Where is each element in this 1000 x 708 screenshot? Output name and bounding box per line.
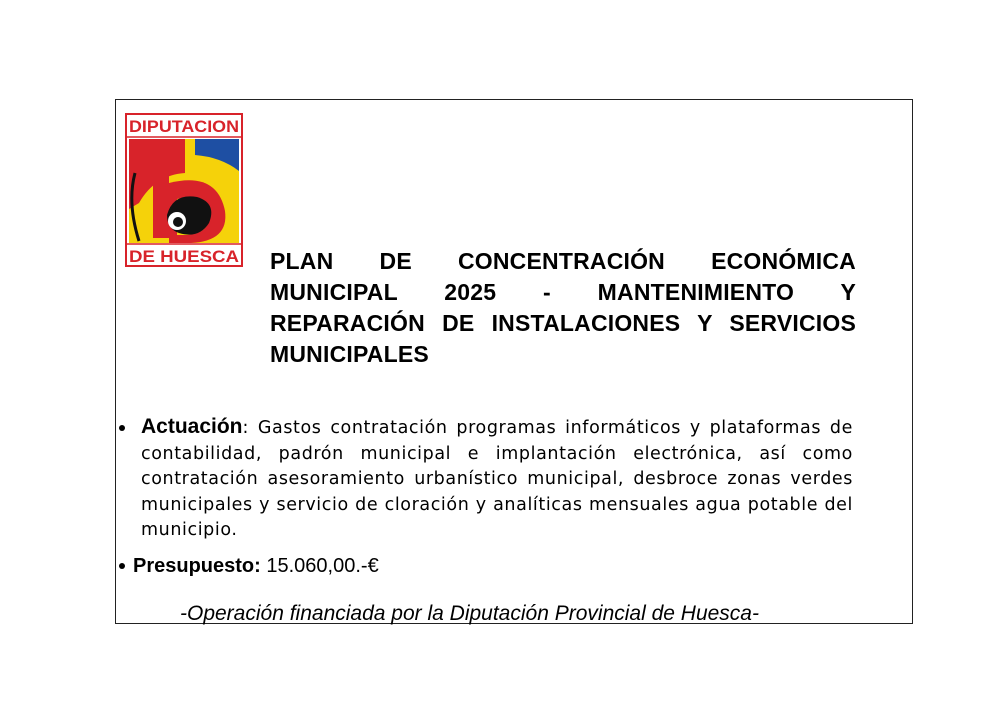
logo-emblem xyxy=(129,139,239,243)
presupuesto-value: 15.060,00.-€ xyxy=(266,555,379,577)
plan-title: PLAN DE CONCENTRACIÓN ECONÓMICA MUNICIPAL 2025 - MANTENIMIENTO Y REPARACIÓN DE INSTALACIONES Y SERVICIOS MUNICIPALES xyxy=(270,248,856,367)
presupuesto-line xyxy=(133,553,379,579)
actuacion-label: Actuación xyxy=(141,415,243,438)
actuacion-paragraph xyxy=(141,414,853,544)
bullet-icon xyxy=(119,425,125,431)
diputacion-huesca-logo xyxy=(125,113,243,267)
presupuesto-label: Presupuesto: xyxy=(133,555,261,577)
actuacion-description: Gastos contratación programas informáticos y plataformas de contabilidad, padrón municipal e implantación electrónica, así como contratación asesoramiento urbanístico municipal, desbroce zonas verdes municipales y servicio de cloración y analíticas mensuales agua potable del municipio. xyxy=(141,418,853,540)
actuacion-separator: : xyxy=(242,418,250,438)
financing-note: -Operación financiada por la Diputación Provincial de Huesca- xyxy=(180,602,759,625)
logo-bottom-text: DE HUESCA xyxy=(129,247,239,266)
logo-top-text: DIPUTACION xyxy=(129,117,239,136)
actuacion-item xyxy=(119,414,853,544)
presupuesto-item xyxy=(119,553,379,579)
bullet-icon xyxy=(119,563,125,569)
